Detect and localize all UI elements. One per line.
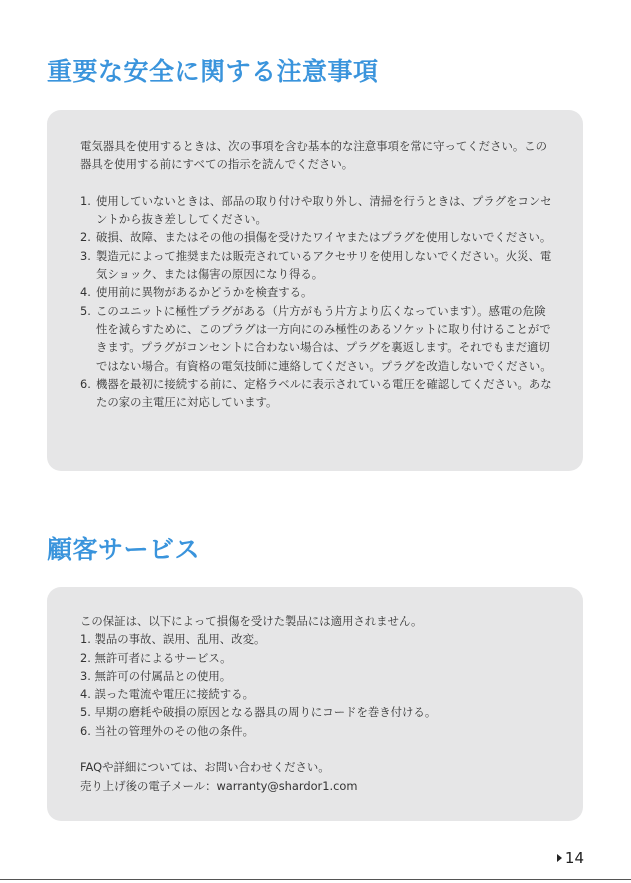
item-number: 6. <box>80 376 91 391</box>
safety-heading: 重要な安全に関する注意事項 <box>47 57 379 86</box>
customer-service-heading: 顧客サービス <box>47 535 201 564</box>
warranty-item-1: 1. 製品の事故、誤用、乱用、改変。 <box>80 632 266 647</box>
item-number: 3. <box>80 248 91 263</box>
safety-list <box>80 192 552 412</box>
warranty-item-2: 2. 無許可者によるサービス。 <box>80 650 232 665</box>
item-number: 4. <box>80 285 91 300</box>
item-number: 2. <box>80 230 91 245</box>
safety-item-2 <box>80 228 552 246</box>
safety-intro: 電気器具を使用するときは、次の事項を含む基本的な注意事項を常に守ってください。この器具を使用する前にすべての指示を読んでください。 <box>80 139 548 172</box>
warranty-item-5: 5. 早期の磨耗や破損の原因となる器具の周りにコードを巻き付ける。 <box>80 705 437 720</box>
safety-item-1 <box>80 192 552 229</box>
page-number <box>557 849 584 867</box>
support-email: 売り上げ後の電子メール：warranty@shardor1.com <box>80 778 358 793</box>
safety-item-3 <box>80 247 552 284</box>
item-text: 使用前に異物があるかどうかを検査する。 <box>96 285 313 300</box>
faq-text: FAQや詳細については、お問い合わせください。 <box>80 760 330 775</box>
safety-instructions-box <box>47 110 583 471</box>
item-text: 破損、故障、またはその他の損傷を受けたワイヤまたはプラグを使用しないでください。 <box>96 230 552 245</box>
warranty-item-6: 6. 当社の管理外のその他の条件。 <box>80 723 254 738</box>
safety-item-4 <box>80 283 552 301</box>
warranty-intro: この保証は、以下によって損傷を受けた製品には適用されません。 <box>80 614 423 628</box>
item-text: 機器を最初に接続する前に、定格ラベルに表示されている電圧を確認してください。あなたの家の主電圧に対応しています。 <box>96 376 552 410</box>
warranty-box <box>47 587 583 821</box>
page-number-text: 14 <box>564 849 584 867</box>
warranty-item-3: 3. 無許可の付属品との使用。 <box>80 668 232 683</box>
safety-item-6 <box>80 375 552 412</box>
item-number: 1. <box>80 193 91 208</box>
item-text: 使用していないときは、部品の取り付けや取り外し、清掃を行うときは、プラグをコンセントから抜き差ししてください。 <box>96 193 552 227</box>
item-text: このユニットに極性プラグがある（片方がもう片方より広くなっています）。感電の危険性を減らすために、このプラグは一方向にのみ極性のあるソケットに取り付けることができます。プラグがコンセントに合わない場合は、プラグを裏返します。それでもまだ適切ではない場合。有資格の電気技師に連絡してください。プラグを改造しないでください。 <box>96 303 552 373</box>
spacer <box>80 740 552 758</box>
triangle-icon <box>557 854 562 862</box>
warranty-item-4: 4. 誤った電流や電圧に接続する。 <box>80 687 254 702</box>
bottom-divider <box>0 879 631 880</box>
spacer <box>80 174 552 192</box>
item-text: 製造元によって推奨または販売されているアクセサリを使用しないでください。火災、電気ショック、または傷害の原因になり得る。 <box>96 248 552 282</box>
safety-item-5 <box>80 302 552 375</box>
item-number: 5. <box>80 303 91 318</box>
